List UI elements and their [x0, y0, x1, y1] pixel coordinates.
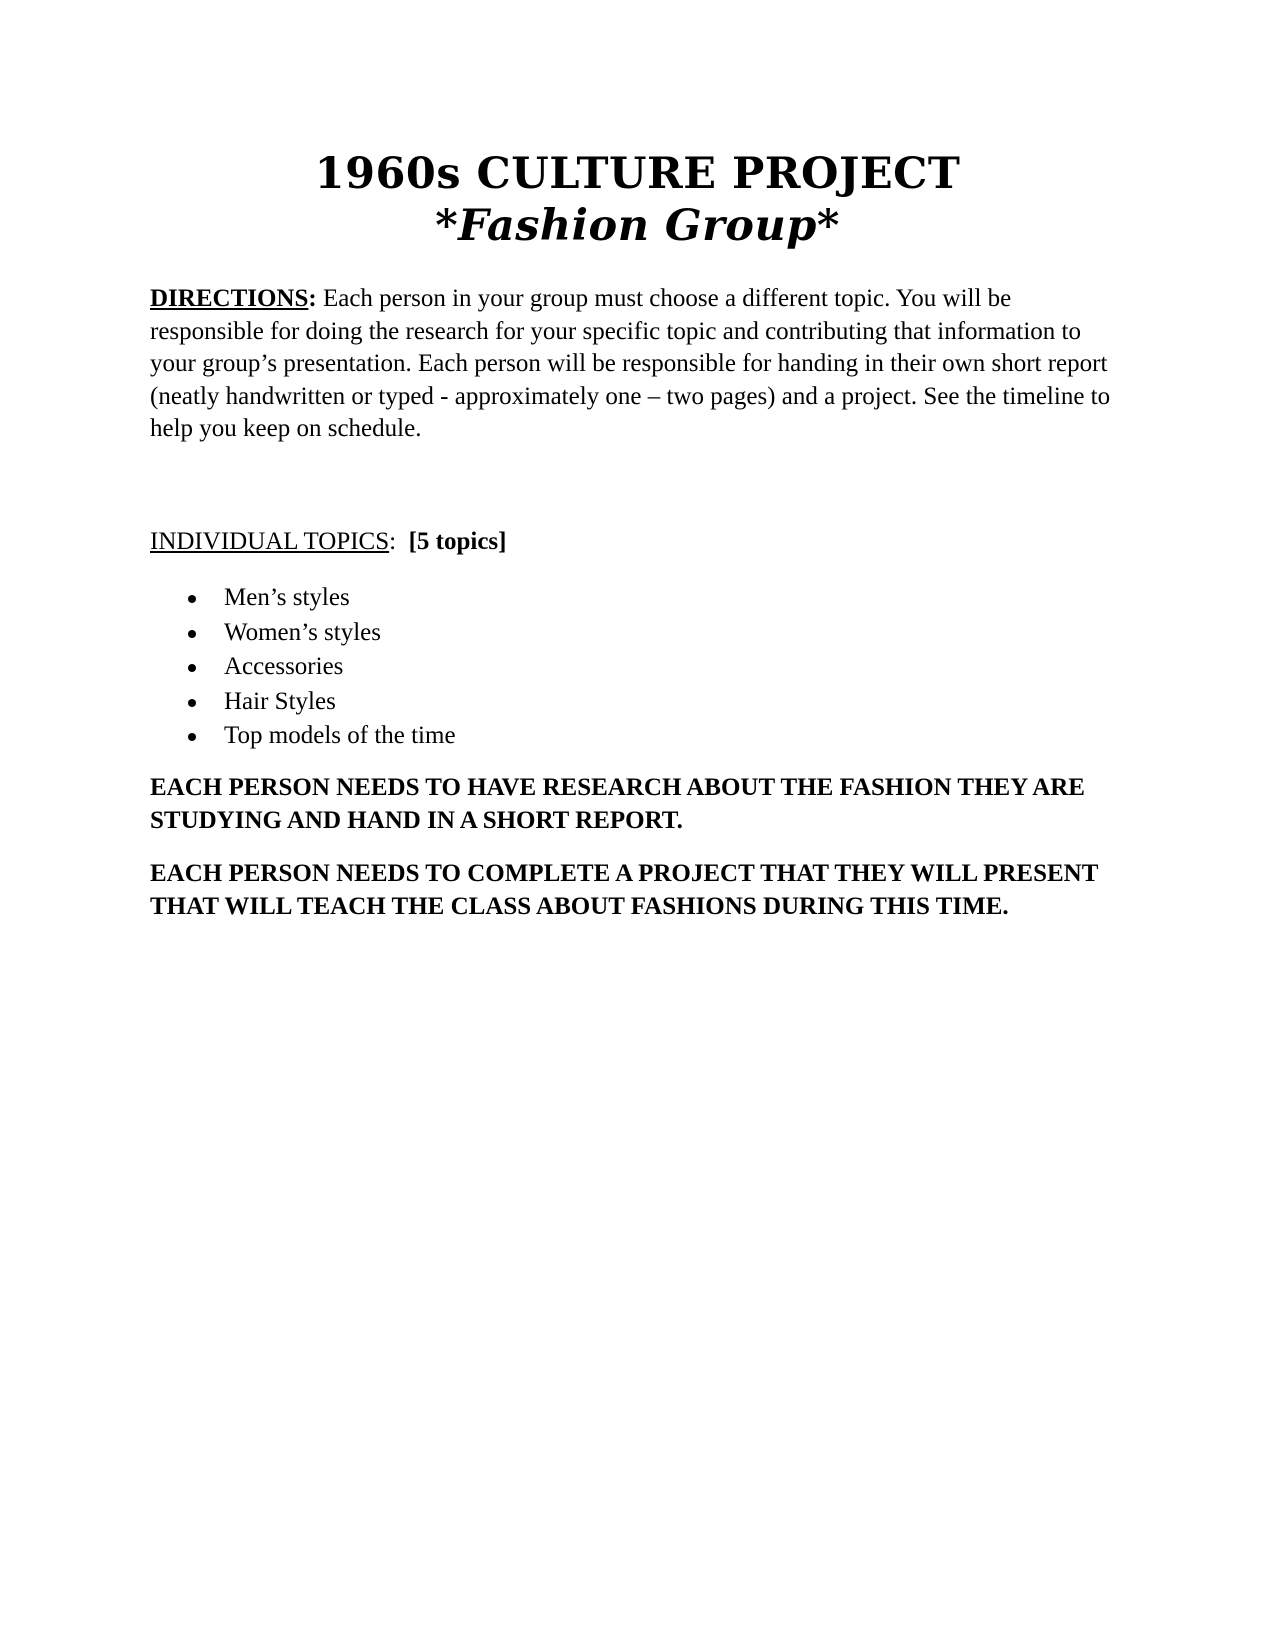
directions-label: DIRECTIONS [150, 285, 309, 312]
bullet-icon [188, 664, 196, 672]
topic-label: Men’s styles [224, 584, 350, 611]
title-block [0, 148, 1275, 252]
topic-label: Women’s styles [224, 618, 382, 646]
topic-list [150, 581, 456, 754]
directions-text: Each person in your group must choose a different topic. You will be responsible for doing the research for your specific topic and contributing that information to your group’s presentation. Each person will be responsible for handing in their own short report (neatly handwritten or typed - approximately one – two pages) and a project. See the timeline to help you keep on schedule. [150, 285, 1111, 442]
project-requirement-note: EACH PERSON NEEDS TO COMPLETE A PROJECT THAT THEY WILL PRESENT THAT WILL TEACH THE CLASS ABOUT FASHIONS DURING THIS TIME. [150, 860, 1098, 920]
topics-count: [5 topics] [408, 528, 507, 555]
topics-heading [150, 526, 506, 559]
list-item [150, 581, 456, 616]
topic-label: Accessories [224, 653, 344, 680]
bullet-icon [188, 630, 196, 638]
bullet-icon [188, 699, 196, 707]
directions-paragraph [150, 283, 1130, 446]
topics-heading-label: INDIVIDUAL TOPICS [150, 528, 390, 555]
topic-label: Hair Styles [224, 687, 336, 715]
list-item [150, 685, 456, 720]
list-item [150, 719, 456, 754]
bullet-icon [188, 595, 196, 603]
list-item [150, 650, 456, 685]
topic-label: Top models of the time [224, 722, 456, 749]
page-title: 1960s CULTURE PROJECT [314, 149, 961, 199]
bullet-icon [188, 733, 196, 741]
list-item [150, 616, 456, 651]
topics-heading-colon: : [389, 528, 397, 555]
report-requirement-note: EACH PERSON NEEDS TO HAVE RESEARCH ABOUT THE FASHION THEY ARE STUDYING AND HAND IN A SHORT REPORT. [150, 774, 1085, 834]
page-subtitle: *Fashion Group* [435, 201, 840, 251]
directions-colon: : [308, 285, 317, 312]
